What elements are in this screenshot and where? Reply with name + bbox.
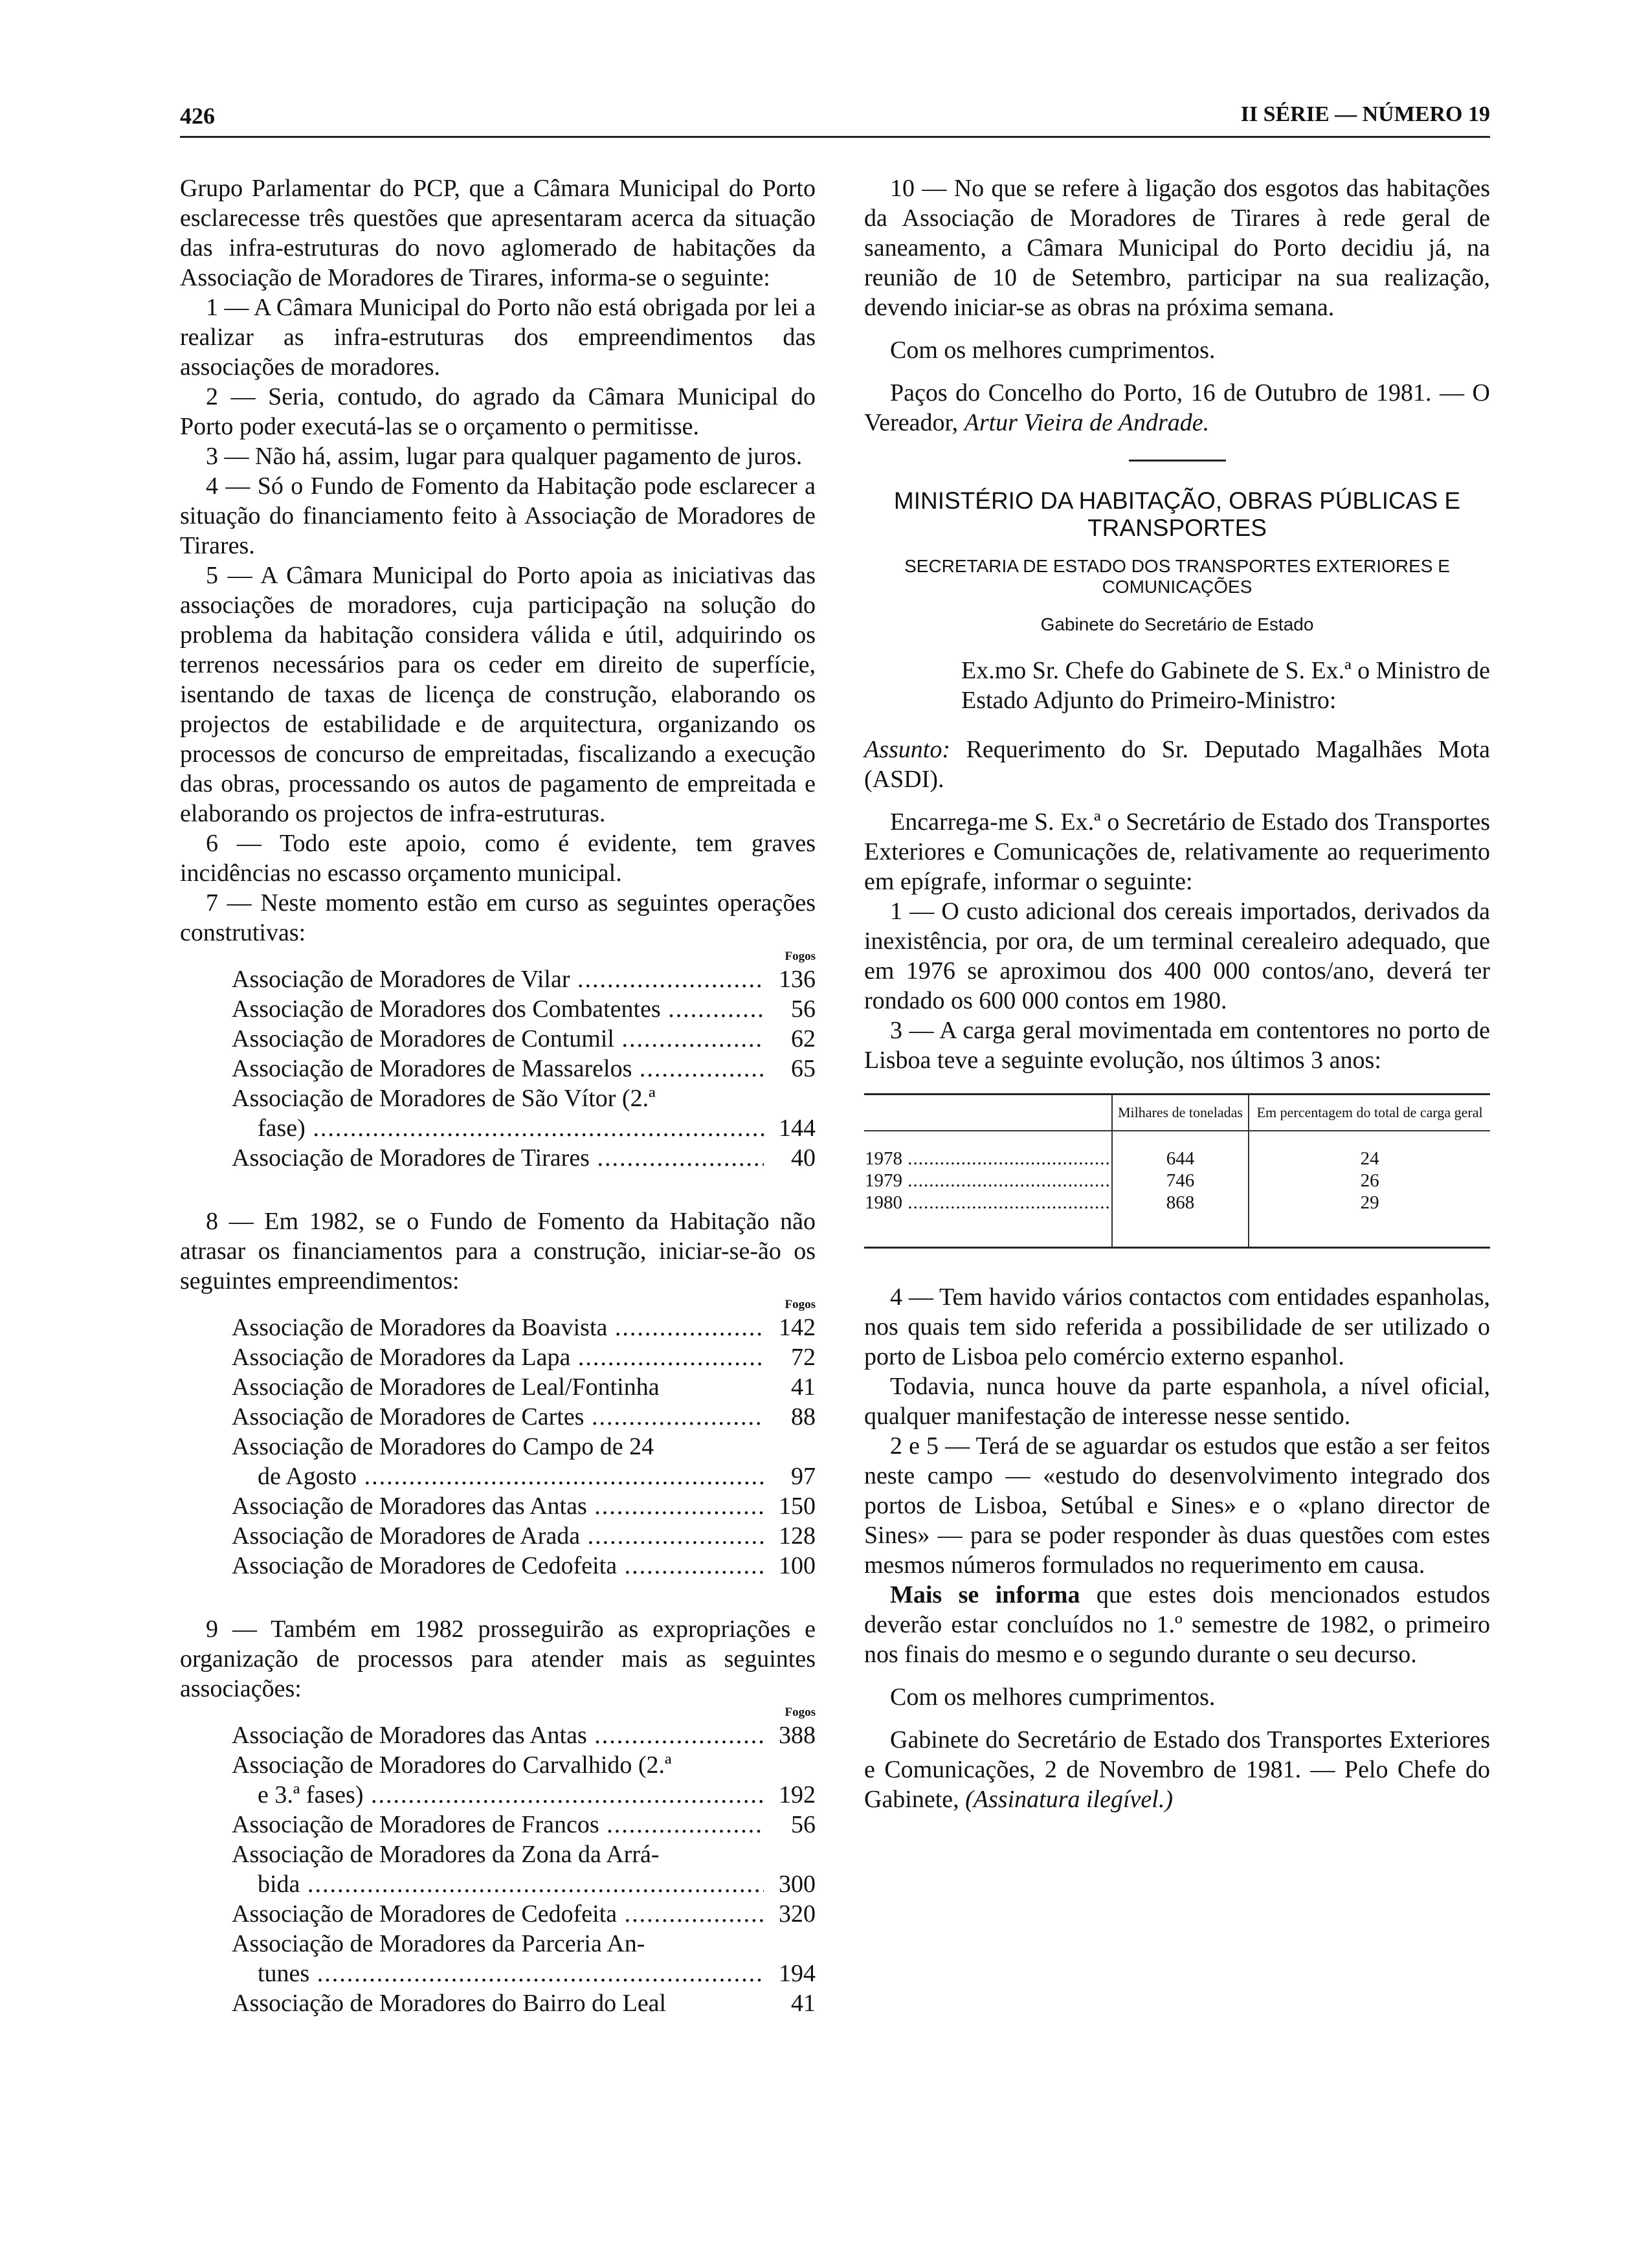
list-item: Associação de Moradores de Cedofeita ..... 320 [232, 1899, 816, 1929]
year-cell: 1978 ..... [865, 1148, 1111, 1169]
signature-note: (Assinatura ilegível.) [965, 1786, 1173, 1813]
cabinet-title: Gabinete do Secretário de Estado [1040, 614, 1314, 634]
list-item: Associação de Moradores da Boavista ..... 142 [232, 1313, 816, 1342]
list-item: Associação de Moradores de Cedofeita ..... 100 [232, 1551, 816, 1581]
point-5: 5 — A Câmara Municipal do Porto apoia as iniciativas das associações de moradores, cuja participação na solução do problema da habitação considera válida e útil, adquirindo os terrenos necessários para os ceder em direito de superfície, isentando de taxas de licença de construção, elaborando os projectos de estabilidade e de arquitectura, organizando os processos de concurso de empreitadas, fiscalizando a execução das obras, processando os autos de pagamento de empreitada e elaborando os projectos de infra-estruturas. [180, 562, 816, 827]
point-9: 9 — Também em 1982 prosseguirão as expropriações e organização de processos para atender mais as seguintes associações: [180, 1616, 816, 1702]
closing-1: Com os melhores cumprimentos. [890, 337, 1216, 364]
point-8: 8 — Em 1982, se o Fundo de Fomento da Habitação não atrasar os financiamentos para a construção, iniciar-se-ão os seguintes empreendimentos: [180, 1208, 816, 1295]
series-header: II SÉRIE — NÚMERO 19 [1240, 102, 1490, 126]
list-item: Associação de Moradores da Lapa ..... 72 [232, 1342, 816, 1372]
tonnes-cell: 868 [1112, 1192, 1249, 1248]
list-item-cont: de Agosto ..... 97 [258, 1462, 816, 1491]
list-item: Associação de Moradores das Antas ..... 150 [232, 1491, 816, 1521]
page-number: 426 [180, 103, 215, 129]
left-column [180, 173, 816, 2018]
point-1: 1 — A Câmara Municipal do Porto não está obrigada por lei a realizar as infra-estruturas dos empreendimentos das associações de moradores. [180, 294, 816, 381]
closing-2: Com os melhores cumprimentos. [890, 1684, 1216, 1711]
list-item: Associação de Moradores das Antas ..... 388 [232, 1720, 816, 1750]
point-r3: 3 — A carga geral movimentada em contentores no porto de Lisboa teve a seguinte evolução, nos últimos 3 anos: [864, 1017, 1490, 1074]
list-item: Associação de Moradores da Zona da Arrá- [232, 1841, 660, 1868]
fogos-label: Fogos [785, 1298, 816, 1311]
fogos-label: Fogos [785, 1706, 816, 1719]
tonnes-cell: 746 [1112, 1170, 1249, 1192]
list-empreendimentos [232, 1313, 816, 1581]
list-item-cont: bida ..... 300 [258, 1869, 816, 1899]
point-6: 6 — Todo este apoio, como é evidente, tem graves incidências no escasso orçamento municipal. [180, 830, 816, 887]
list-expropriacoes [232, 1720, 816, 2018]
list-item-cont: e 3.ª fases) ..... 192 [258, 1780, 816, 1810]
list-item-cont: tunes ..... 194 [258, 1959, 816, 1988]
signoff-2: Gabinete do Secretário de Estado dos Transportes Exteriores e Comunicações, 2 de Novembro de 1981. — Pelo Chefe do Gabinete, (Assinatura ilegível.) [864, 1726, 1490, 1813]
list-item: Associação de Moradores do Bairro do Leal 41 [232, 1990, 816, 2017]
list-item: Associação de Moradores do Campo de 24 [232, 1433, 654, 1460]
tonnes-cell: 644 [1112, 1131, 1249, 1170]
table-header-row [864, 1095, 1490, 1131]
intro-right: Encarrega-me S. Ex.ª o Secretário de Estado dos Transportes Exteriores e Comunicações de, relativamente ao requerimento em epígrafe, informar o seguinte: [864, 808, 1490, 895]
mais-paragraph: Mais se informa que estes dois mencionados estudos deverão estar concluídos no 1.º semestre de 1982, o primeiro nos finais do mesmo e o segundo durante o seu decurso. [864, 1581, 1490, 1668]
list-item: Associação de Moradores de Massarelos ..... 65 [232, 1054, 816, 1084]
fogos-label: Fogos [785, 950, 816, 963]
intro-paragraph: Grupo Parlamentar do PCP, que a Câmara Municipal do Porto esclarecesse três questões que apresentaram acerca da situação das infra-estruturas do novo aglomerado de habitações da Associação de Moradores de Tirares, informa-se o seguinte: [180, 175, 816, 291]
table-row [864, 1131, 1490, 1170]
secretariat-title: SECRETARIA DE ESTADO DOS TRANSPORTES EXTERIORES E COMUNICAÇÕES [904, 556, 1450, 597]
list-item: Associação de Moradores de Vilar ..... 136 [232, 964, 816, 994]
list-item: Associação de Moradores da Parceria An- [232, 1930, 645, 1957]
list-item: Associação de Moradores de Francos ..... 56 [232, 1810, 816, 1840]
list-item: Associação de Moradores de Cartes ..... 88 [232, 1402, 816, 1432]
col-header-percent: Em percentagem do total de carga geral [1256, 1104, 1483, 1120]
list-item: Associação de Moradores dos Combatentes ..... 56 [232, 994, 816, 1024]
point-3: 3 — Não há, assim, lugar para qualquer pagamento de juros. [206, 443, 803, 470]
percent-cell: 24 [1360, 1148, 1379, 1169]
percent-cell: 29 [1249, 1192, 1490, 1248]
right-column [864, 173, 1490, 1814]
year-cell: 1979 ..... [865, 1170, 1111, 1191]
point-r1: 1 — O custo adicional dos cereais importados, derivados da inexistência, por ora, de um terminal cerealeiro adequado, que em 1976 se aproximou dos 400 000 contos/ano, deverá ter rondado os 600 000 contos em 1980. [864, 898, 1490, 1014]
header-rule [180, 136, 1490, 138]
list-item-cont: fase) ..... 144 [258, 1113, 816, 1143]
section-separator [1129, 460, 1226, 461]
point-2: 2 — Seria, contudo, do agrado da Câmara Municipal do Porto poder executá-las se o orçamento o permitisse. [180, 383, 816, 440]
subject-line: Assunto: Requerimento do Sr. Deputado Magalhães Mota (ASDI). [864, 736, 1490, 793]
list-item: Associação de Moradores de Leal/Fontinha 41 [232, 1373, 816, 1401]
list-item: Associação de Moradores de Contumil ..... 62 [232, 1024, 816, 1054]
percent-cell: 26 [1360, 1170, 1379, 1191]
list-item: Associação de Moradores de Arada ..... 128 [232, 1521, 816, 1551]
list-operacoes [232, 964, 816, 1173]
cargo-table [864, 1093, 1490, 1249]
point-10: 10 — No que se refere à ligação dos esgotos das habitações da Associação de Moradores de Tirares à rede geral de saneamento, a Câmara Municipal do Porto decidiu já, na reunião de 10 de Setembro, participar na sua realização, devendo iniciar-se as obras na próxima semana. [864, 175, 1490, 321]
list-item: Associação de Moradores de Tirares ..... 40 [232, 1143, 816, 1173]
todavia-paragraph: Todavia, nunca houve da parte espanhola, a nível oficial, qualquer manifestação de interesse nesse sentido. [864, 1373, 1490, 1430]
signatory-name: Artur Vieira de Andrade. [964, 409, 1210, 436]
list-item: Associação de Moradores do Carvalhido (2.ª [232, 1751, 672, 1779]
point-4: 4 — Só o Fundo de Fomento da Habitação pode esclarecer a situação do financiamento feito à Associação de Moradores de Tirares. [180, 472, 816, 559]
list-item: Associação de Moradores de São Vítor (2.ª [232, 1085, 656, 1112]
ministry-title: MINISTÉRIO DA HABITAÇÃO, OBRAS PÚBLICAS E TRANSPORTES [893, 487, 1461, 541]
point-r4: 4 — Tem havido vários contactos com entidades espanholas, nos quais tem sido referida a possibilidade de ser utilizado o porto de Lisboa pelo comércio externo espanhol. [864, 1284, 1490, 1370]
addressee: Ex.mo Sr. Chefe do Gabinete de S. Ex.ª o Ministro de Estado Adjunto do Primeiro-Ministro: [961, 657, 1490, 714]
point-r2-5: 2 e 5 — Terá de se aguardar os estudos que estão a ser feitos neste campo — «estudo do desenvolvimento integrado dos portos de Lisboa, Setúbal e Sines» e o «plano director de Sines» — para se poder responder às duas questões com estes mesmos números formulados no requerimento em causa. [864, 1432, 1490, 1579]
table-row [864, 1170, 1490, 1192]
point-7: 7 — Neste momento estão em curso as seguintes operações construtivas: [180, 889, 816, 946]
col-header-tonnes: Milhares de toneladas [1112, 1095, 1249, 1131]
signoff-1: Paços do Concelho do Porto, 16 de Outubro de 1981. — O Vereador, Artur Vieira de Andrade. [864, 379, 1490, 436]
table-row [864, 1192, 1490, 1248]
year-cell: 1980 ..... [865, 1192, 1111, 1213]
